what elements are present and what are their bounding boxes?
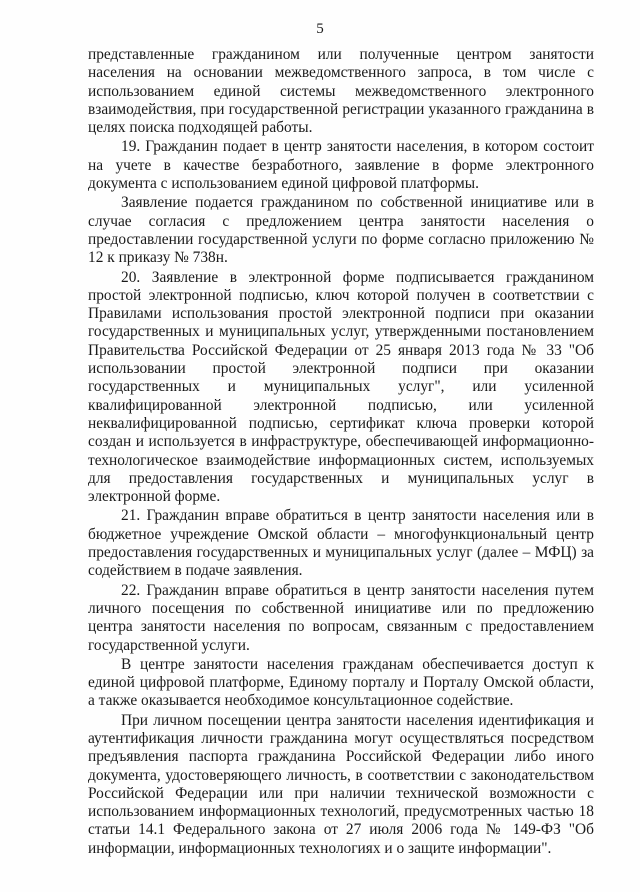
paragraph-access: В центре занятости населения гражданам обеспечивается доступ к единой цифровой платформе, Единому порталу и Порталу Омской области, а также оказывается необходимое консультационное содействие. <box>88 655 594 710</box>
paragraph-19: 19. Гражданин подает в центр занятости населения, в котором состоит на учете в качестве безработного, заявление в форме электронного документа с использованием единой цифровой платформы. <box>88 138 594 193</box>
paragraph-22: 22. Гражданин вправе обратиться в центр занятости населения путем личного посещения по собственной инициативе или по предложению центра занятости населения по вопросам, связанным с предоставлением государственной услуги. <box>88 581 594 654</box>
paragraph-20: 20. Заявление в электронной форме подписывается гражданином простой электронной подписью, ключ которой получен в соответствии с Правилами использования простой электронной подписи при оказании государственных и муниципальных услуг, утвержденными постановлением Правительства Российской Федерации от 25 января 2013 года № 33 "Об использовании простой электронной подписи при оказании государственных и муниципальных услуг", или усиленной квалифицированной электронной подписью, или усиленной неквалифицированной подписью, сертификат ключа проверки которой создан и используется в инфраструктуре, обеспечивающей информационно-технологическое взаимодействие информационных систем, используемых для предоставления государственных и муниципальных услуг в электронной форме. <box>88 268 594 506</box>
paragraph-application-initiative: Заявление подается гражданином по собственной инициативе или в случае согласия с предложением центра занятости населения о предоставлении государственной услуги по форме согласно приложению № 12 к приказу № 738н. <box>88 194 594 267</box>
paragraph-21: 21. Гражданин вправе обратиться в центр занятости населения или в бюджетное учреждение Омской области – многофункциональный центр предоставления государственных и муниципальных услуг (далее – МФЦ) за содействием в подаче заявления. <box>88 507 594 580</box>
paragraph-continuation: представленные гражданином или полученные центром занятости населения на основании межведомственного запроса, в том числе с использованием единой системы межведомственного электронного взаимодействия, при государственной регистрации указанного гражданина в целях поиска подходящей работы. <box>88 46 594 137</box>
document-body <box>88 46 594 858</box>
page-number: 5 <box>316 21 324 37</box>
paragraph-identification: При личном посещении центра занятости населения идентификация и аутентификация личности гражданина могут осуществляться посредством предъявления паспорта гражданина Российской Федерации либо иного документа, удостоверяющего личность, в соответствии с законодательством Российской Федерации или при наличии технической возможности с использованием информационных технологий, предусмотренных частью 18 статьи 14.1 Федерального закона от 27 июля 2006 года № 149-ФЗ "Об информации, информационных технологиях и о защите информации". <box>88 711 594 857</box>
